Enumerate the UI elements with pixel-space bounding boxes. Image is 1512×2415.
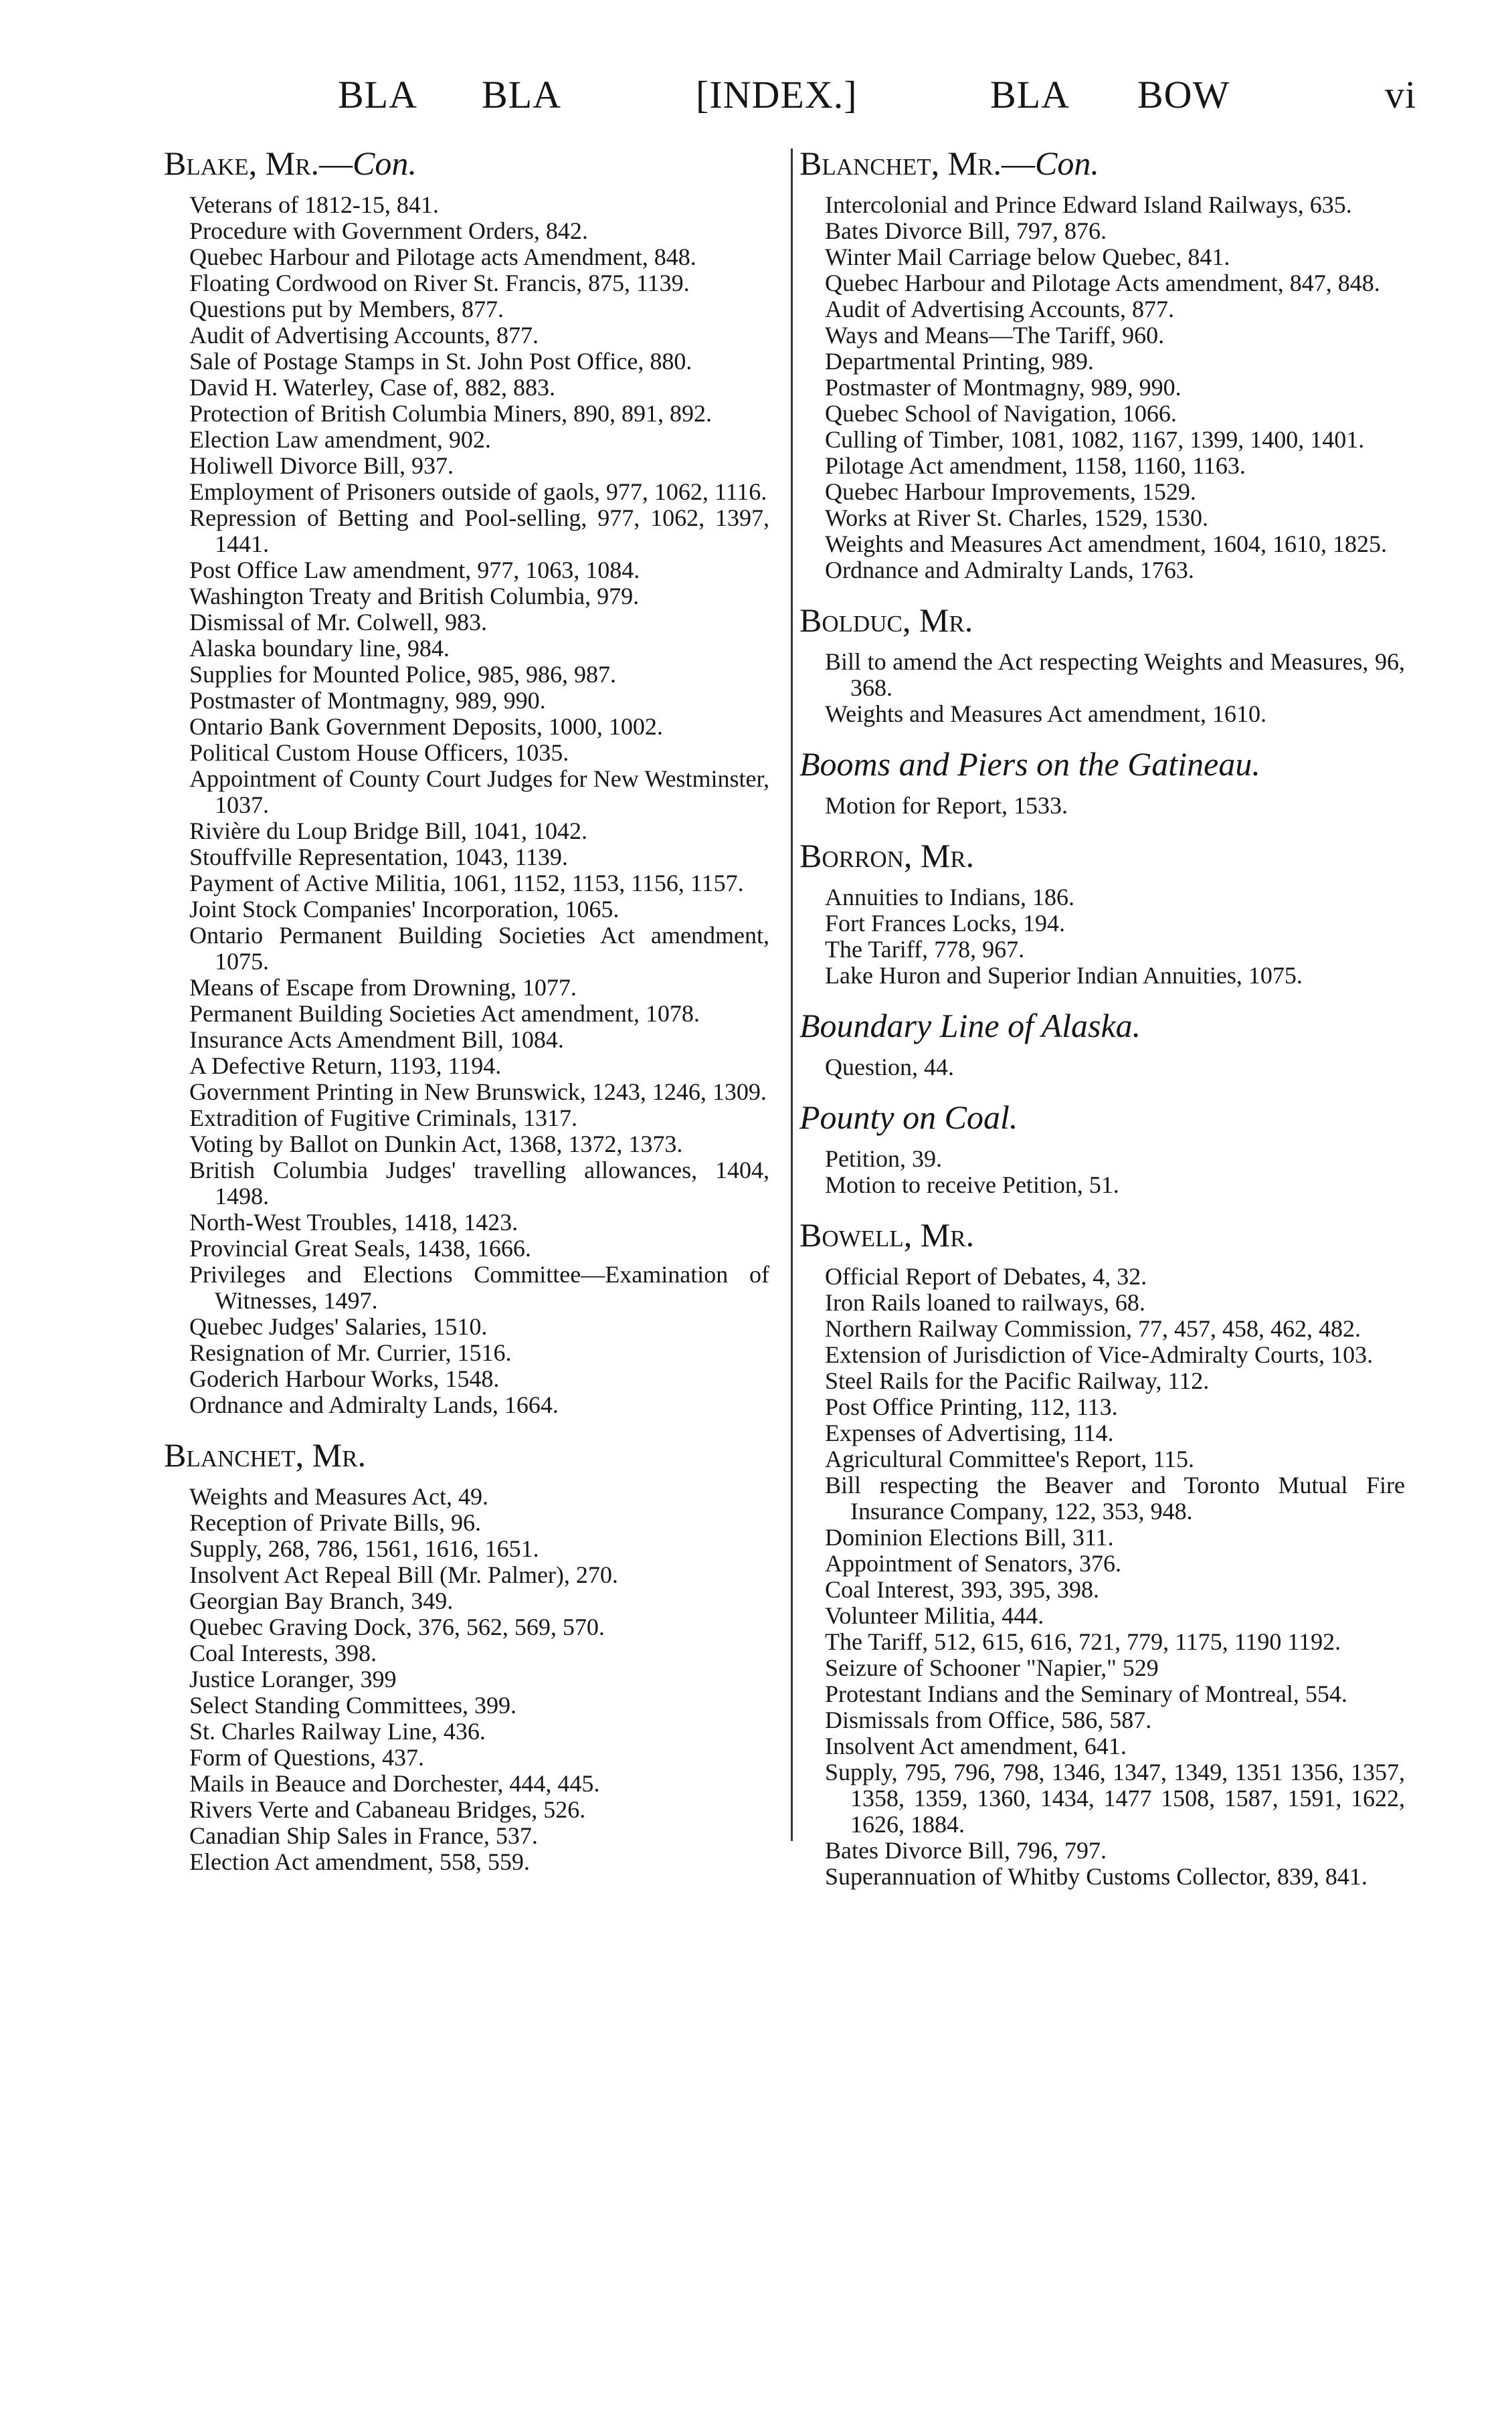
heading-continued: Con.: [1034, 144, 1099, 182]
index-entry: A Defective Return, 1193, 1194.: [189, 1052, 502, 1079]
entry-list: [164, 1484, 769, 1875]
index-entry: Voting by Ballot on Dunkin Act, 1368, 1372, 1373.: [189, 1131, 683, 1157]
index-entry: Floating Cordwood on River St. Francis, 875, 1139.: [189, 270, 690, 296]
index-entry: Permanent Building Societies Act amendment, 1078.: [189, 1000, 700, 1027]
index-entry: Coal Interests, 398.: [189, 1640, 377, 1666]
index-entry: Lake Huron and Superior Indian Annuities, 1075.: [825, 962, 1303, 989]
index-entry: Post Office Printing, 112, 113.: [825, 1393, 1118, 1420]
header-right-first: BLA: [990, 73, 1070, 116]
index-entry: Audit of Advertising Accounts, 877.: [189, 322, 539, 349]
index-entry: Supply, 268, 786, 1561, 1616, 1651.: [189, 1535, 539, 1562]
index-entry: Dominion Elections Bill, 311.: [825, 1524, 1114, 1551]
entry-list: [799, 1264, 1405, 1890]
entry-list: [799, 793, 1405, 819]
index-entry: Supply, 795, 796, 798, 1346, 1347, 1349, 1351 1356, 1357, 1358, 1359, 1360, 1434, 1477 1508, 1587, 1591, 1622, 1626, 1884.: [825, 1759, 1405, 1838]
header-right-second: BOW: [1137, 73, 1230, 116]
index-entry: Expenses of Advertising, 114.: [825, 1420, 1114, 1446]
index-entry: Question, 44.: [825, 1054, 954, 1080]
index-entry: Insolvent Act Repeal Bill (Mr. Palmer), 270.: [189, 1561, 618, 1588]
index-entry: Departmental Printing, 989.: [825, 348, 1094, 375]
index-entry: The Tariff, 512, 615, 616, 721, 779, 1175, 1190 1192.: [825, 1628, 1341, 1655]
index-entry: Privileges and Elections Committee—Examination of Witnesses, 1497.: [189, 1261, 769, 1314]
header-center: [INDEX.]: [696, 73, 858, 116]
entry-list: [799, 192, 1405, 583]
index-entry: Superannuation of Whitby Customs Collector, 839, 841.: [825, 1863, 1367, 1890]
index-entry: Form of Questions, 437.: [189, 1744, 424, 1771]
index-entry: Protection of British Columbia Miners, 890, 891, 892.: [189, 400, 712, 427]
index-entry: Bill to amend the Act respecting Weights and Measures, 96, 368.: [825, 648, 1405, 701]
heading-text: Bolduc, Mr.: [799, 601, 973, 639]
right-column: [799, 144, 1405, 1890]
index-entry: Means of Escape from Drowning, 1077.: [189, 974, 577, 1001]
index-entry: Seizure of Schooner "Napier," 529: [825, 1654, 1159, 1681]
entry-list: [799, 649, 1405, 727]
index-entry: Procedure with Government Orders, 842.: [189, 217, 588, 244]
index-entry: Annuities to Indians, 186.: [825, 884, 1074, 910]
index-entry: Quebec Harbour and Pilotage acts Amendment, 848.: [189, 244, 696, 270]
index-entry: Weights and Measures Act amendment, 1610.: [825, 700, 1266, 727]
index-entry: Postmaster of Montmagny, 989, 990.: [825, 374, 1182, 401]
heading-text: Borron, Mr.: [799, 837, 975, 874]
index-entry: Weights and Measures Act, 49.: [189, 1483, 489, 1510]
index-entry: Audit of Advertising Accounts, 877.: [825, 296, 1174, 322]
index-entry: Agricultural Committee's Report, 115.: [825, 1446, 1195, 1472]
index-heading: [799, 745, 1405, 783]
index-entry: Petition, 39.: [825, 1145, 943, 1172]
index-entry: Fort Frances Locks, 194.: [825, 910, 1065, 937]
index-entry: Election Law amendment, 902.: [189, 426, 491, 453]
index-heading: [799, 601, 1405, 640]
index-entry: Culling of Timber, 1081, 1082, 1167, 1399, 1400, 1401.: [825, 426, 1365, 453]
index-entry: Post Office Law amendment, 977, 1063, 1084.: [189, 557, 640, 583]
index-entry: Insolvent Act amendment, 641.: [825, 1733, 1127, 1759]
entry-list: [164, 192, 769, 1418]
entry-list: [799, 1054, 1405, 1080]
index-heading: [799, 836, 1405, 875]
index-entry: North-West Troubles, 1418, 1423.: [189, 1209, 518, 1236]
index-entry: Bates Divorce Bill, 796, 797.: [825, 1837, 1107, 1864]
entry-list: [799, 1146, 1405, 1198]
index-entry: British Columbia Judges' travelling allowances, 1404, 1498.: [189, 1157, 769, 1210]
index-entry: Insurance Acts Amendment Bill, 1084.: [189, 1026, 564, 1053]
index-entry: St. Charles Railway Line, 436.: [189, 1718, 486, 1745]
index-entry: Extradition of Fugitive Criminals, 1317.: [189, 1104, 577, 1131]
index-entry: Dismissal of Mr. Colwell, 983.: [189, 609, 488, 636]
index-entry: Ontario Permanent Building Societies Act amendment, 1075.: [189, 922, 769, 975]
index-entry: Election Act amendment, 558, 559.: [189, 1848, 530, 1875]
index-entry: Payment of Active Militia, 1061, 1152, 1153, 1156, 1157.: [189, 870, 744, 896]
index-entry: Coal Interest, 393, 395, 398.: [825, 1576, 1099, 1603]
heading-text: Blanchet, Mr.—: [799, 144, 1035, 182]
index-entry: Mails in Beauce and Dorchester, 444, 445.: [189, 1770, 600, 1797]
left-column: [164, 144, 769, 1875]
index-entry: Weights and Measures Act amendment, 1604, 1610, 1825.: [825, 530, 1387, 557]
index-entry: Appointment of Senators, 376.: [825, 1550, 1121, 1577]
heading-continued: Con.: [352, 144, 417, 182]
index-entry: Ontario Bank Government Deposits, 1000, 1002.: [189, 713, 663, 740]
index-entry: Government Printing in New Brunswick, 1243, 1246, 1309.: [189, 1078, 767, 1105]
index-entry: Appointment of County Court Judges for New Westminster, 1037.: [189, 765, 769, 818]
index-heading: [799, 1006, 1405, 1045]
index-entry: Justice Loranger, 399: [189, 1666, 397, 1693]
index-entry: Quebec School of Navigation, 1066.: [825, 400, 1177, 427]
index-entry: Joint Stock Companies' Incorporation, 1065.: [189, 896, 620, 923]
heading-text: Booms and Piers on the Gatineau.: [799, 745, 1260, 783]
index-entry: Official Report of Debates, 4, 32.: [825, 1263, 1147, 1290]
index-entry: Repression of Betting and Pool-selling, 977, 1062, 1397, 1441.: [189, 504, 769, 557]
header-left-first: BLA: [338, 73, 417, 116]
entry-list: [799, 884, 1405, 989]
index-entry: Ways and Means—The Tariff, 960.: [825, 322, 1165, 349]
page-number: vi: [1385, 73, 1417, 116]
index-entry: Extension of Jurisdiction of Vice-Admiralty Courts, 103.: [825, 1341, 1374, 1368]
index-entry: Rivière du Loup Bridge Bill, 1041, 1042.: [189, 817, 587, 844]
index-heading: [164, 1436, 769, 1474]
header-left-second: BLA: [482, 73, 561, 116]
index-heading: [799, 1216, 1405, 1254]
heading-text: Pounty on Coal.: [799, 1098, 1018, 1136]
index-entry: Bill respecting the Beaver and Toronto Mutual Fire Insurance Company, 122, 353, 948.: [825, 1472, 1405, 1525]
index-entry: Volunteer Militia, 444.: [825, 1602, 1044, 1629]
index-entry: Employment of Prisoners outside of gaols, 977, 1062, 1116.: [189, 478, 767, 505]
index-entry: Intercolonial and Prince Edward Island Railways, 635.: [825, 191, 1352, 218]
index-entry: Rivers Verte and Cabaneau Bridges, 526.: [189, 1796, 586, 1823]
heading-text: Bowell, Mr.: [799, 1216, 975, 1254]
index-entry: Goderich Harbour Works, 1548.: [189, 1365, 500, 1392]
index-entry: Ordnance and Admiralty Lands, 1664.: [189, 1391, 559, 1418]
index-entry: Ordnance and Admiralty Lands, 1763.: [825, 557, 1194, 583]
heading-text: Boundary Line of Alaska.: [799, 1007, 1141, 1044]
index-entry: Canadian Ship Sales in France, 537.: [189, 1822, 538, 1849]
index-entry: Motion to receive Petition, 51.: [825, 1171, 1119, 1198]
index-entry: David H. Waterley, Case of, 882, 883.: [189, 374, 555, 401]
index-entry: Postmaster of Montmagny, 989, 990.: [189, 687, 546, 714]
index-entry: Washington Treaty and British Columbia, 979.: [189, 583, 640, 609]
index-entry: Quebec Harbour and Pilotage Acts amendment, 847, 848.: [825, 270, 1380, 296]
index-entry: Protestant Indians and the Seminary of Montreal, 554.: [825, 1680, 1347, 1707]
index-entry: Winter Mail Carriage below Quebec, 841.: [825, 244, 1230, 270]
index-heading: [799, 1098, 1405, 1137]
column-divider: [791, 149, 793, 1841]
index-entry: Iron Rails loaned to railways, 68.: [825, 1289, 1145, 1316]
index-entry: Alaska boundary line, 984.: [189, 635, 450, 662]
index-entry: Georgian Bay Branch, 349.: [189, 1587, 454, 1614]
index-entry: Quebec Graving Dock, 376, 562, 569, 570.: [189, 1614, 605, 1640]
index-entry: Pilotage Act amendment, 1158, 1160, 1163.: [825, 452, 1246, 479]
index-entry: Holiwell Divorce Bill, 937.: [189, 452, 454, 479]
index-entry: Resignation of Mr. Currier, 1516.: [189, 1339, 512, 1366]
index-entry: Questions put by Members, 877.: [189, 296, 504, 322]
index-entry: Northern Railway Commission, 77, 457, 458, 462, 482.: [825, 1315, 1361, 1342]
index-entry: Reception of Private Bills, 96.: [189, 1509, 481, 1536]
index-entry: Provincial Great Seals, 1438, 1666.: [189, 1235, 531, 1262]
running-header: [0, 72, 1512, 126]
index-entry: Supplies for Mounted Police, 985, 986, 987.: [189, 661, 616, 688]
index-entry: Quebec Judges' Salaries, 1510.: [189, 1313, 488, 1340]
index-entry: The Tariff, 778, 967.: [825, 936, 1025, 963]
index-heading: [164, 144, 769, 183]
heading-text: Blake, Mr.—: [164, 144, 353, 182]
index-entry: Dismissals from Office, 586, 587.: [825, 1707, 1152, 1733]
index-heading: [799, 144, 1405, 183]
index-entry: Sale of Postage Stamps in St. John Post Office, 880.: [189, 348, 692, 375]
index-entry: Motion for Report, 1533.: [825, 792, 1068, 819]
index-entry: Bates Divorce Bill, 797, 876.: [825, 217, 1107, 244]
heading-text: Blanchet, Mr.: [164, 1436, 366, 1474]
index-entry: Steel Rails for the Pacific Railway, 112.: [825, 1367, 1210, 1394]
index-entry: Quebec Harbour Improvements, 1529.: [825, 478, 1196, 505]
index-entry: Stouffville Representation, 1043, 1139.: [189, 844, 568, 870]
index-entry: Works at River St. Charles, 1529, 1530.: [825, 504, 1209, 531]
index-entry: Political Custom House Officers, 1035.: [189, 739, 569, 766]
index-entry: Veterans of 1812-15, 841.: [189, 191, 439, 218]
index-entry: Select Standing Committees, 399.: [189, 1692, 516, 1719]
